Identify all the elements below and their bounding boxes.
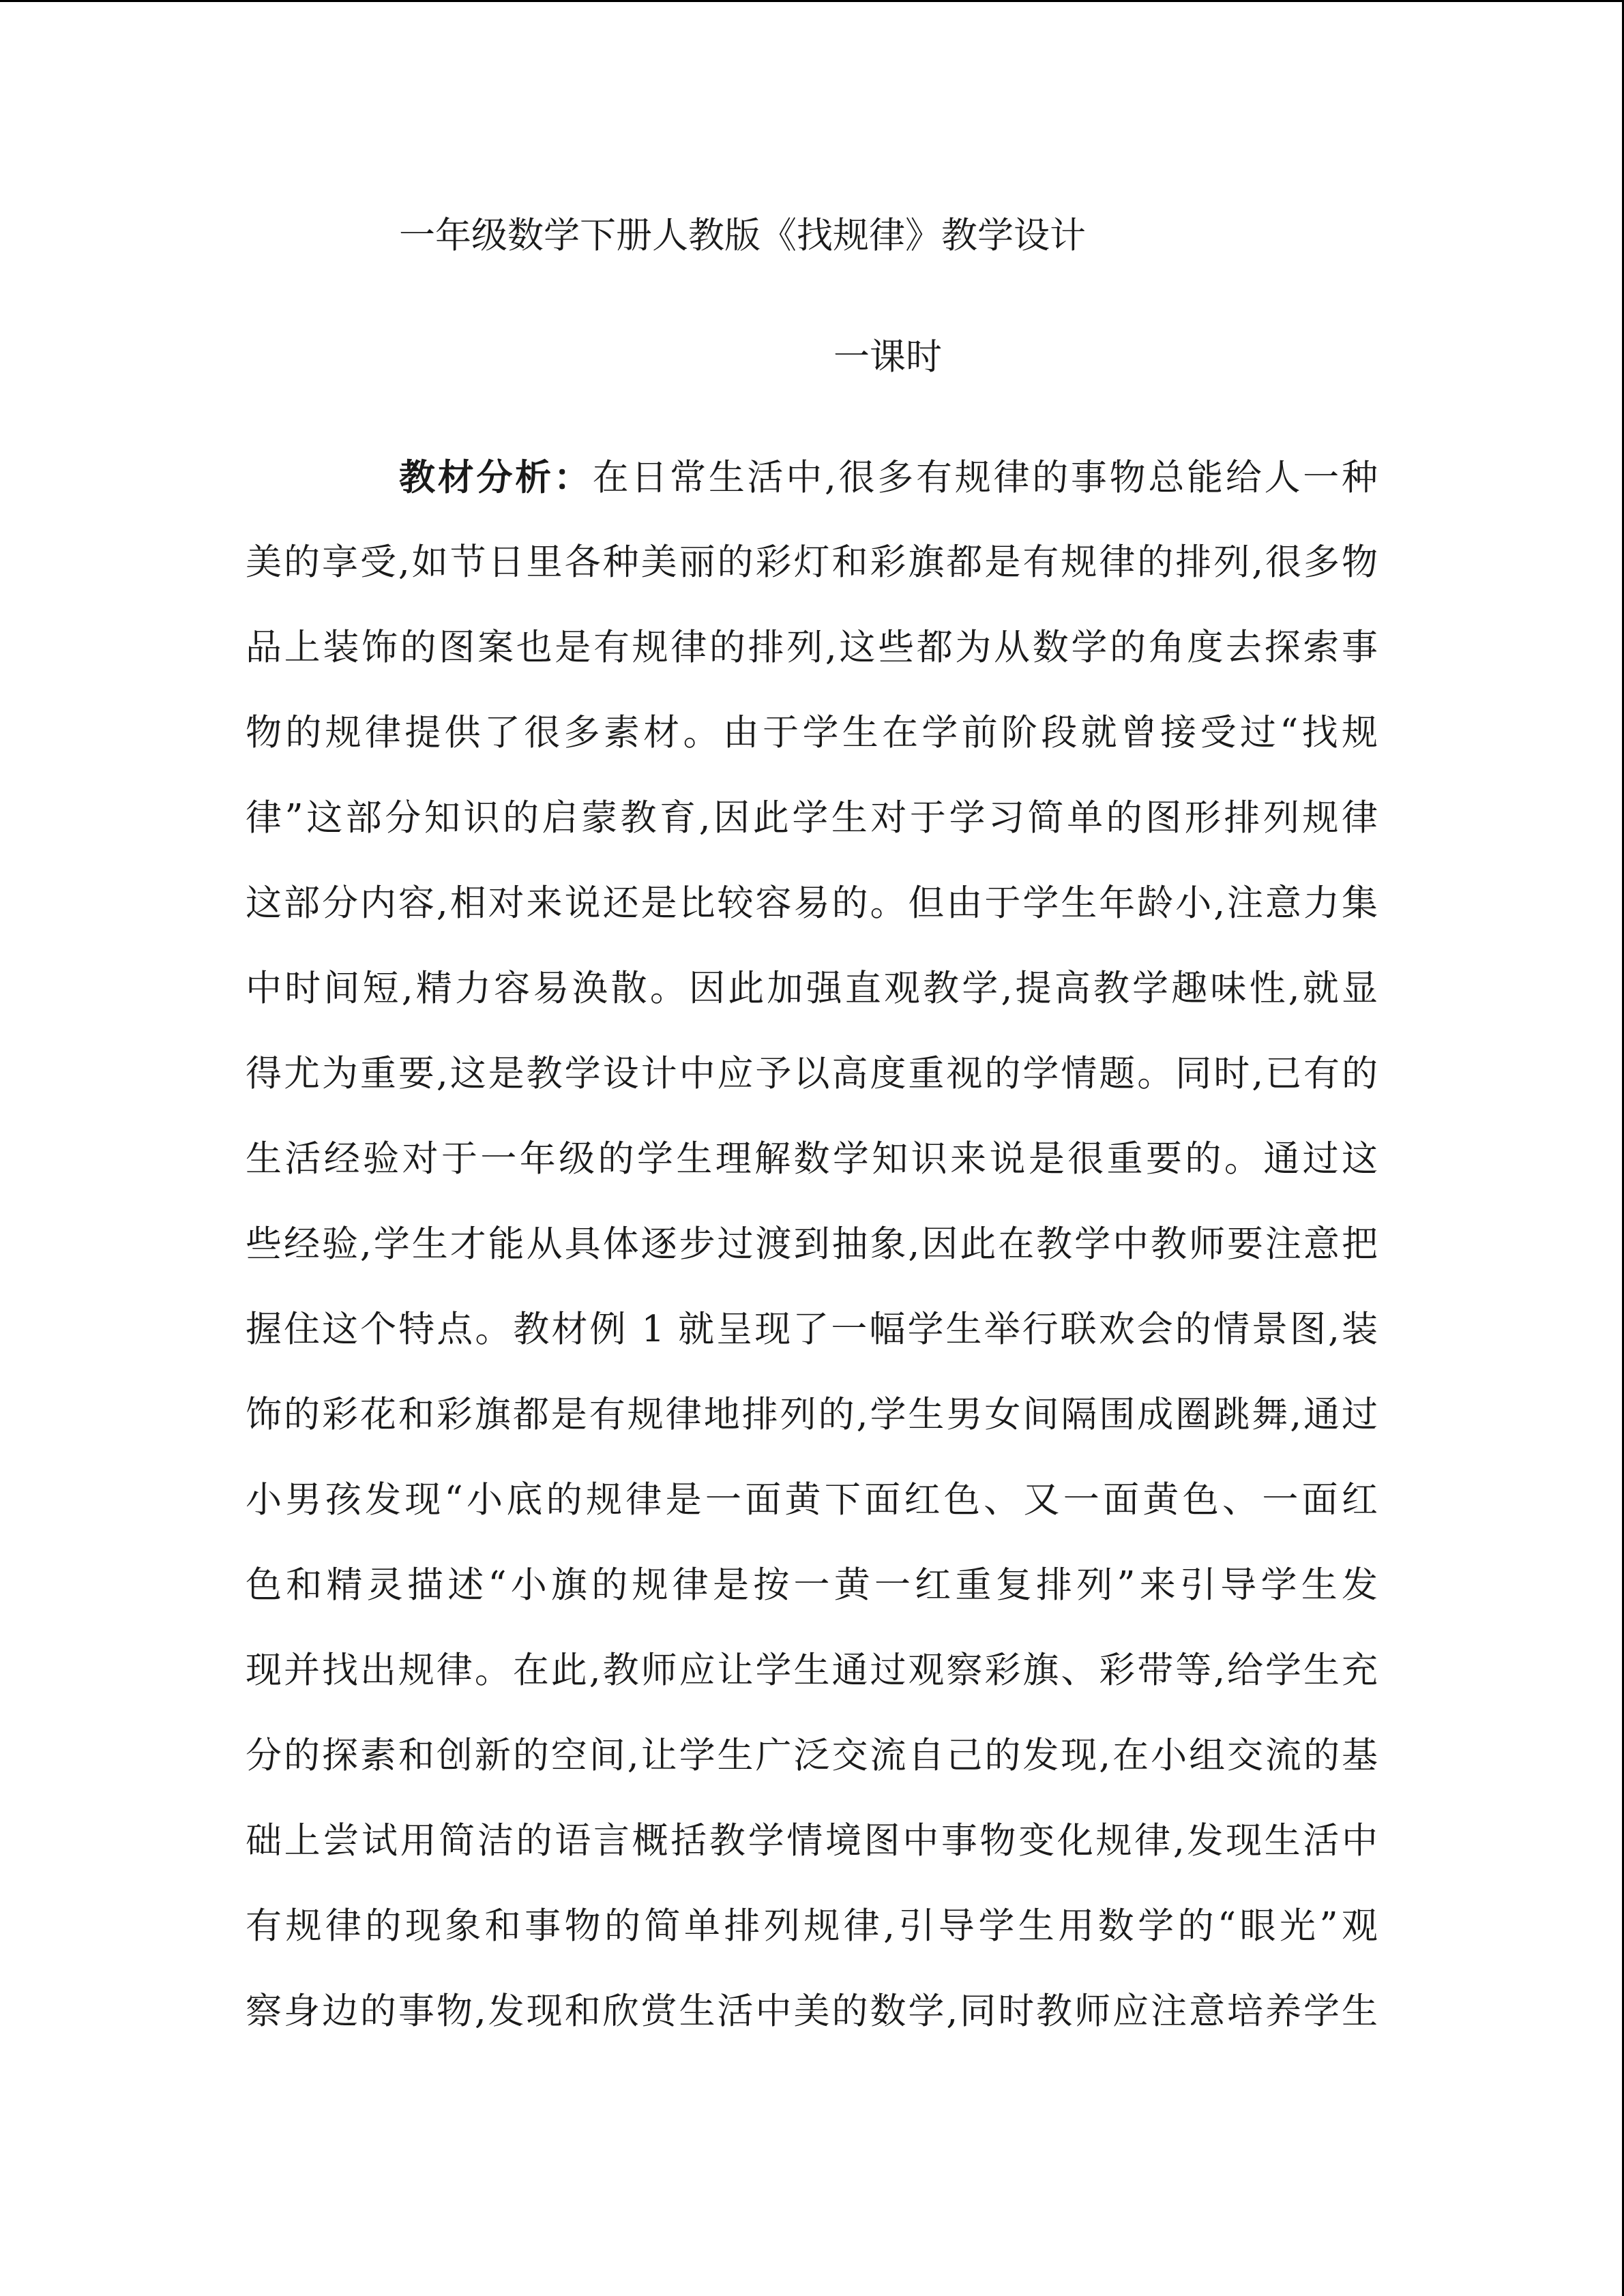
document-subtitle: 一课时: [833, 336, 942, 378]
body-line: 得尤为重要,这是教学设计中应予以高度重视的学情题。同时,已有的: [246, 1053, 1378, 1094]
body-line: 中时间短,精力容易涣散。因此加强直观教学,提高教学趣味性,就显: [246, 968, 1378, 1009]
body-line: 物的规律提供了很多素材。由于学生在学前阶段就曾接受过“找规: [246, 712, 1378, 754]
body-line: 色和精灵描述“小旗的规律是按一黄一红重复排列”来引导学生发: [246, 1564, 1378, 1606]
body-line: 察身边的事物,发现和欣赏生活中美的数学,同时教师应注意培养学生: [246, 1991, 1378, 2032]
page-border-top: [0, 0, 1624, 2]
body-line: 握住这个特点。教材例 1 就呈现了一幅学生举行联欢会的情景图,装: [246, 1309, 1378, 1350]
body-line: 这部分内容,相对来说还是比较容易的。但由于学生年龄小,注意力集: [246, 882, 1378, 924]
section-label: 教材分析：: [399, 456, 593, 498]
document-title: 一年级数学下册人教版《找规律》教学设计: [399, 215, 1086, 256]
body-line: [246, 450, 1378, 535]
body-line: 础上尝试用简洁的语言概括教学情境图中事物变化规律,发现生活中: [246, 1820, 1378, 1862]
body-line: 现并找出规律。在此,教师应让学生通过观察彩旗、彩带等,给学生充: [246, 1650, 1378, 1691]
body-line: 律”这部分知识的启蒙教育,因此学生对于学习简单的图形排列规律: [246, 797, 1378, 839]
body-line: 生活经验对于一年级的学生理解数学知识来说是很重要的。通过这: [246, 1138, 1378, 1180]
body-line: 有规律的现象和事物的简单排列规律,引导学生用数学的“眼光”观: [246, 1905, 1378, 1947]
body-line: 些经验,学生才能从具体逐步过渡到抽象,因此在教学中教师要注意把: [246, 1223, 1378, 1265]
body-line: 饰的彩花和彩旗都是有规律地排列的,学生男女间隔围成圈跳舞,通过: [246, 1394, 1378, 1435]
body-line: 小男孩发现“小底的规律是一面黄下面红色、又一面黄色、一面红: [246, 1479, 1378, 1521]
body-line-text: 在日常生活中,很多有规律的事物总能给人一种: [592, 457, 1378, 498]
body-text: [246, 450, 1378, 2070]
body-line: 分的探素和创新的空间,让学生广泛交流自己的发现,在小组交流的基: [246, 1735, 1378, 1776]
body-line: 美的享受,如节日里各种美丽的彩灯和彩旗都是有规律的排列,很多物: [246, 541, 1378, 583]
body-line: 品上装饰的图案也是有规律的排列,这些都为从数学的角度去探索事: [246, 627, 1378, 668]
